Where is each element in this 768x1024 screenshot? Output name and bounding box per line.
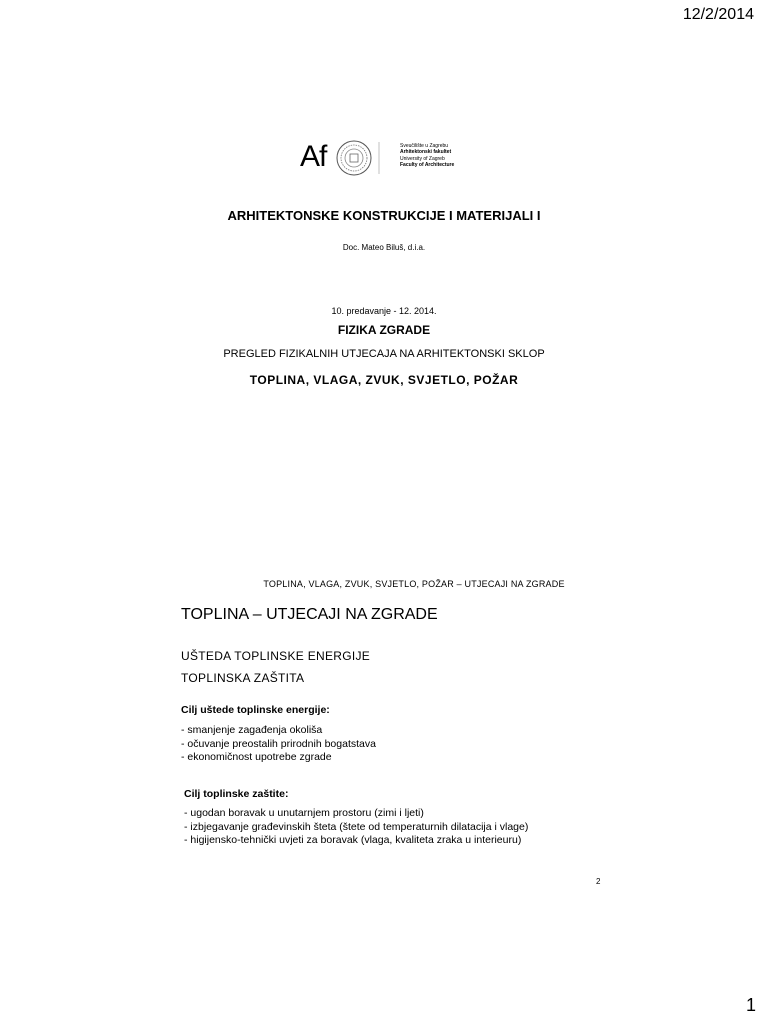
logo-line: Faculty of Architecture [400,161,455,168]
subheading-protection: TOPLINSKA ZAŠTITA [181,671,305,685]
slide-title: TOPLINA – UTJECAJI NA ZGRADE [181,606,438,623]
list-item: - ekonomičnost upotrebe zgrade [181,751,332,763]
course-title: ARHITEKTONSKE KONSTRUKCIJE I MATERIJALI I [227,208,541,223]
list-item: - smanjenje zagađenja okoliša [181,724,323,736]
logo-mark: Af [300,140,327,173]
print-date: 12/2/2014 [682,6,754,23]
logo-line: Arhitektonski fakultet [400,149,452,156]
goal-protection-title: Cilj toplinske zaštite: [184,788,289,800]
goal-energy-list [181,724,376,765]
slide-header: TOPLINA, VLAGA, ZVUK, SVJETLO, POŽAR – UTJECAJI NA ZGRADE [263,579,565,589]
university-seal-icon [335,139,395,177]
logo-line: Sveučilište u Zagrebu [400,143,449,149]
page-number: 1 [745,995,756,1015]
topics-line: TOPLINA, VLAGA, ZVUK, SVJETLO, POŽAR [249,373,519,387]
slide-number: 2 [596,877,601,886]
topic-title: FIZIKA ZGRADE [337,323,431,337]
list-item: - higijensko-tehnički uvjeti za boravak (vlaga, kvaliteta zraka u interieuru) [184,834,522,846]
logo-text [400,143,474,168]
goal-protection-list [184,807,528,848]
goal-energy-title: Cilj uštede toplinske energije: [181,704,330,716]
lecture-info: 10. predavanje - 12. 2014. [331,306,437,316]
subheading-energy: UŠTEDA TOPLINSKE ENERGIJE [181,649,371,663]
author: Doc. Mateo Biluš, d.i.a. [342,243,426,252]
logo-line: University of Zagreb [400,155,445,162]
list-item: - očuvanje preostalih prirodnih bogatstava [181,737,376,750]
subtitle: PREGLED FIZIKALNIH UTJECAJA NA ARHITEKTONSKI SKLOP [223,348,545,360]
list-item: - izbjegavanje građevinskih šteta (štete od temperaturnih dilatacija i vlage) [184,820,529,833]
list-item: - ugodan boravak u unutarnjem prostoru (zimi i ljeti) [184,807,424,819]
faculty-logo [298,138,474,178]
